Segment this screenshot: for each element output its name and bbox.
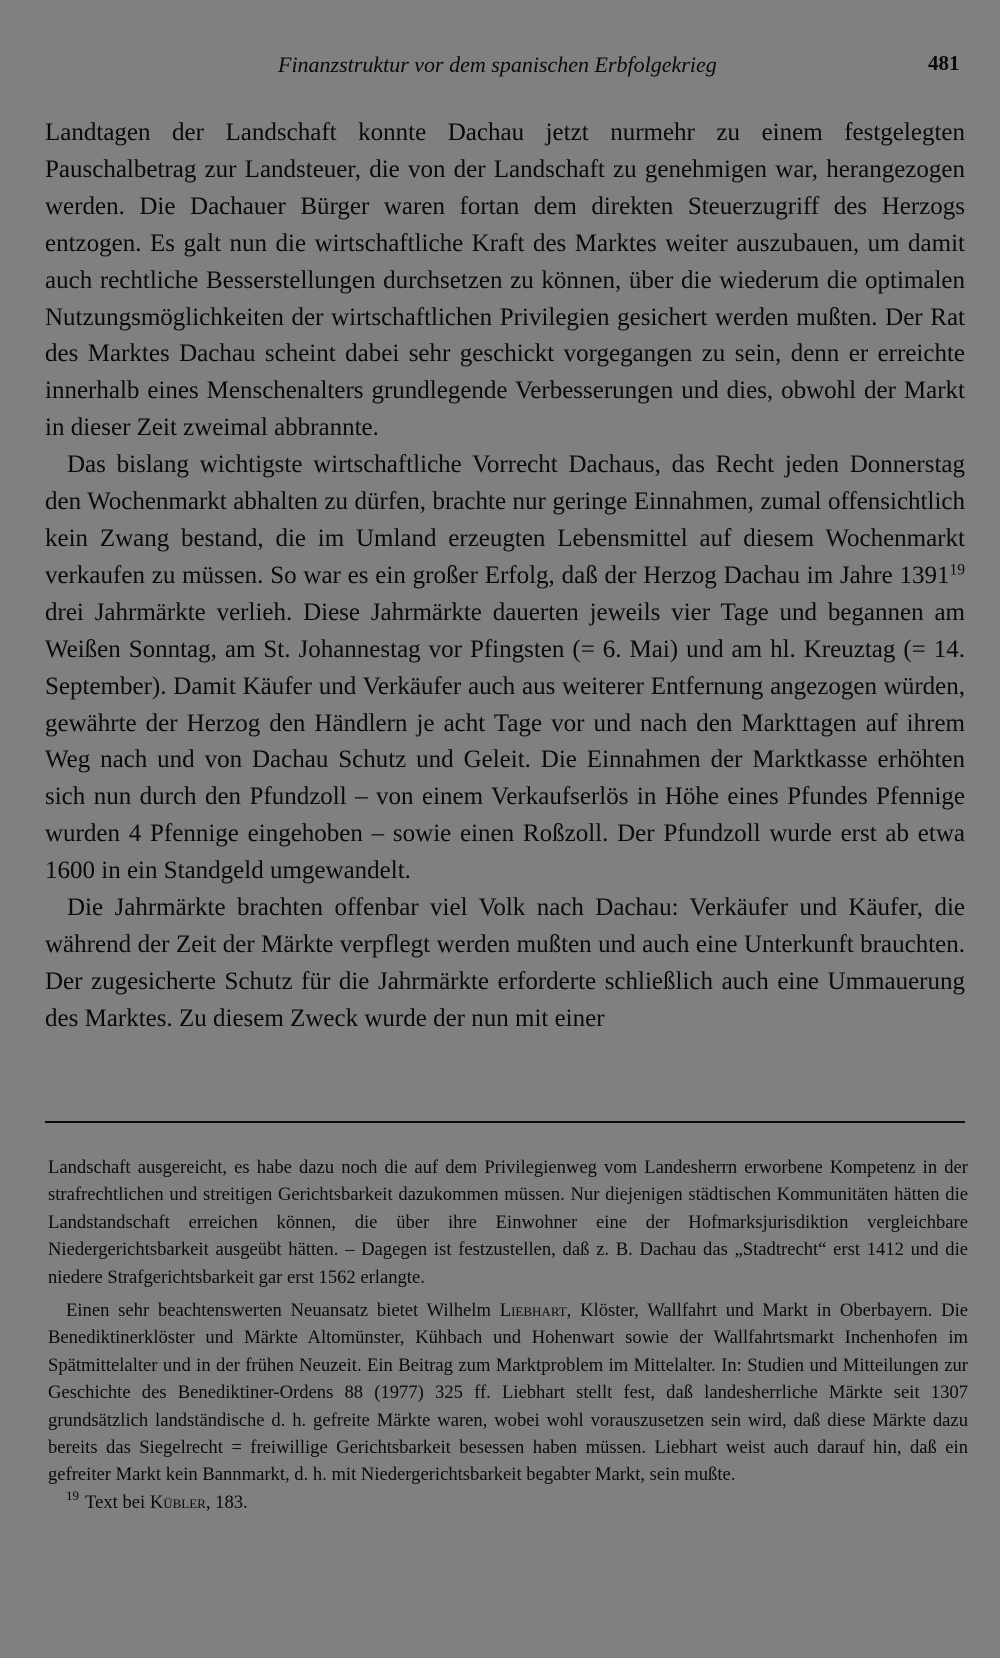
footnote-liebhart-text-b: , Klöster, Wallfahrt und Markt in Oberbayern. Die Benediktinerklöster und Märkte Altomünster, Kühbach und Hohenwart sowie der Wallfahrtsmarkt Inchenhofen im Spätmittelalter und in der frühen Neuzeit. Ein Beitrag zum Marktproblem im Mittelalter. In: Studien und Mitteilungen zur Geschichte des Benediktiner-Ordens 88 (1977) 325 ff. Liebhart stellt fest, daß landesherrliche Märkte seit 1307 grundsätzlich landständische d. h. gefreite Märkte waren, wobei wohl vorauszusetzen sein wird, daß diese Märkte dazu bereits das Siegelrecht = freiwillige Gerichtsbarkeit besessen haben müssen. Liebhart weist auch darauf hin, daß ein gefreiter Markt kein Bannmarkt, d. h. mit Niedergerichtsbarkeit begabter Markt, sein mußte.: [48, 1300, 968, 1486]
main-text: [45, 115, 965, 1038]
footnote-ref-19: 19: [949, 561, 965, 579]
paragraph-2-text-b: drei Jahrmärkte verlieh. Diese Jahrmärkte dauerten jeweils vier Tage und begannen am Weißen Sonntag, am St. Johannestag vor Pfingsten (= 6. Mai) und am hl. Kreuztag (= 14. September). Damit Käufer und Verkäufer auch aus weiterer Entfernung angezogen würden, gewährte der Herzog den Händlern je acht Tage vor und nach den Markttagen auf ihrem Weg nach und von Dachau Schutz und Geleit. Die Einnahmen der Marktkasse erhöhten sich nun durch den Pfundzoll – von einem Verkaufserlös in Höhe eines Pfundes Pfennige wurden 4 Pfennige eingehoben – sowie einen Roßzoll. Der Pfundzoll wurde erst ab etwa 1600 in ein Standgeld umgewandelt.: [45, 598, 965, 885]
footnote-liebhart-text-a: Einen sehr beachtenswerten Neuansatz bietet Wilhelm: [66, 1300, 500, 1322]
paragraph-2-text-a: Das bislang wichtigste wirtschaftliche Vorrecht Dachaus, das Recht jeden Donnerstag den Wochenmarkt abhalten zu dürfen, brachte nur geringe Einnahmen, zumal offensichtlich kein Zwang bestand, die im Umland erzeugten Lebensmittel auf diesem Wochenmarkt verkaufen zu müssen. So war es ein großer Erfolg, daß der Herzog Dachau im Jahre 1391: [45, 451, 965, 589]
author-kuebler: Kübler: [149, 1491, 206, 1513]
footnote-continued: Landschaft ausgereicht, es habe dazu noch die auf dem Privilegienweg vom Landesherrn erworbene Kompetenz in der strafrechtlichen und streitigen Gerichtsbarkeit dazukommen müssen. Nur diejenigen städtischen Kommunitäten hätten die Landstandschaft erreichen können, die über ihre Einwohner eine der Hofmarksjurisdiktion vergleichbare Niedergerichtsbarkeit ausgeübt hätten. – Dagegen ist festzustellen, daß z. B. Dachau das „Stadtrecht“ erst 1412 und die niedere Strafgerichtsbarkeit gar erst 1562 erlangte.: [48, 1157, 968, 1288]
footnote-divider: [45, 1121, 965, 1123]
paragraph-2: [45, 447, 965, 890]
footnote-19-number: 19: [66, 1488, 80, 1504]
footnote-19-text-b: , 183.: [205, 1491, 248, 1513]
running-head: [0, 50, 1000, 84]
paragraph-1: Landtagen der Landschaft konnte Dachau jetzt nurmehr zu einem festgelegten Pauschalbetrag zur Landsteuer, die von der Landschaft zu genehmigen war, herangezogen werden. Die Dachauer Bürger waren fortan dem direkten Steuerzugriff des Herzogs entzogen. Es galt nun die wirtschaftliche Kraft des Marktes weiter auszubauen, um damit auch rechtliche Besserstellungen durchsetzen zu können, über die wiederum die optimalen Nutzungsmöglichkeiten der wirtschaftlichen Privilegien gesichert werden mußten. Der Rat des Marktes Dachau scheint dabei sehr geschickt vorgegangen zu sein, denn er erreichte innerhalb eines Menschenalters grundlegende Verbesserungen und dies, obwohl der Markt in dieser Zeit zweimal abbrannte.: [45, 119, 965, 442]
author-liebhart: Liebhart: [499, 1300, 567, 1322]
footnotes: [48, 1154, 968, 1516]
footnote-19-text-a: Text bei: [85, 1491, 150, 1513]
running-title: Finanzstruktur vor dem spanischen Erbfolgekrieg: [278, 52, 717, 77]
paragraph-3: Die Jahrmärkte brachten offenbar viel Volk nach Dachau: Verkäufer und Käufer, die während der Zeit der Märkte verpflegt werden mußten und auch eine Unterkunft brauchten. Der zugesicherte Schutz für die Jahrmärkte erforderte schließlich auch eine Ummauerung des Marktes. Zu diesem Zweck wurde der nun mit einer: [45, 894, 965, 1032]
footnote-19: [48, 1489, 968, 1516]
footnote-liebhart: [48, 1297, 968, 1489]
page-number: 481: [928, 51, 960, 75]
